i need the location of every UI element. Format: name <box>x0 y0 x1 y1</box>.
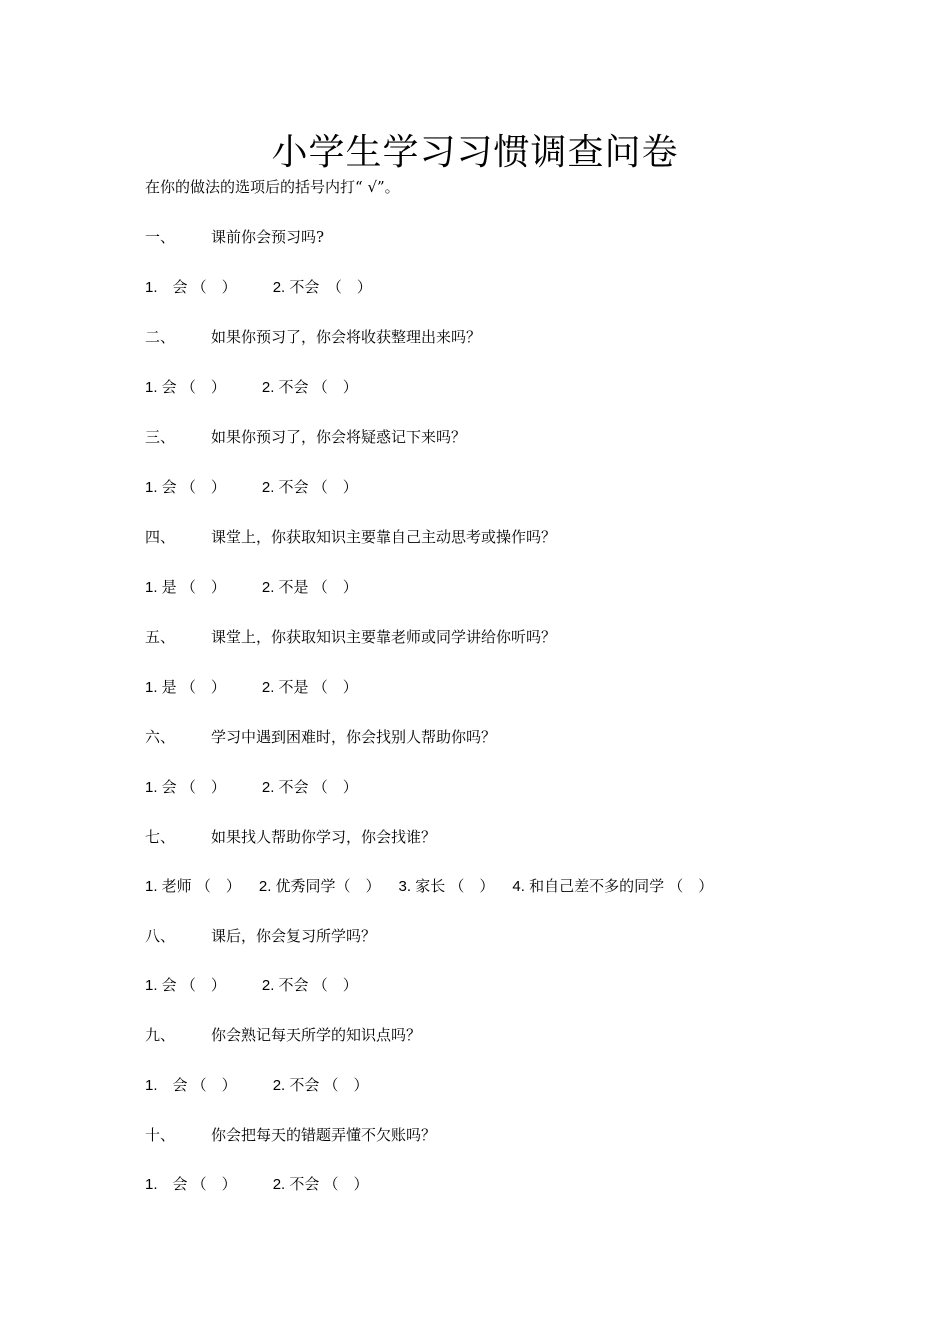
option-1[interactable]: 1. 会 （ ） <box>145 279 237 296</box>
option-1[interactable]: 1. 会 （ ） <box>145 379 226 396</box>
answer-options-10 <box>145 1173 369 1194</box>
question-text: 如果你预习了，你会将疑惑记下来吗？ <box>211 428 467 446</box>
option-2[interactable]: 2. 不会 （ ） <box>261 977 358 994</box>
question-number: 三、 <box>145 428 176 446</box>
option-1[interactable]: 1. 会 （ ） <box>145 977 226 994</box>
option-1[interactable]: 1. 会 （ ） <box>145 1176 237 1193</box>
option-2[interactable]: 2. 不是 （ ） <box>261 679 358 696</box>
question-number: 七、 <box>145 828 176 846</box>
question-10 <box>145 1124 436 1145</box>
question-8 <box>145 925 376 946</box>
option-2[interactable]: 2. 不会 （ ） <box>261 379 358 396</box>
answer-options-3 <box>145 476 358 497</box>
question-text: 课后，你会复习所学吗？ <box>211 927 377 945</box>
answer-options-9 <box>145 1074 369 1095</box>
answer-options-5 <box>145 676 358 697</box>
document-title: 小学生学习习惯调查问卷 <box>271 132 679 173</box>
question-number: 六、 <box>145 728 176 746</box>
option-1[interactable]: 1. 老师 （ ） <box>145 878 241 895</box>
option-1[interactable]: 1. 是 （ ） <box>145 579 226 596</box>
question-6 <box>145 726 496 747</box>
answer-options-4 <box>145 576 358 597</box>
question-text: 课前你会预习吗? <box>211 228 325 246</box>
question-text: 课堂上，你获取知识主要靠老师或同学讲给你听吗？ <box>211 628 557 646</box>
question-number: 十、 <box>145 1126 176 1144</box>
option-2[interactable]: 2. 不会 （ ） <box>261 779 358 796</box>
option-2[interactable]: 2. 不是 （ ） <box>261 579 358 596</box>
question-1 <box>145 226 324 247</box>
instruction-text: 在你的做法的选项后的括号内打“ √”。 <box>145 178 400 196</box>
option-1[interactable]: 1. 是 （ ） <box>145 679 226 696</box>
question-4 <box>145 526 556 547</box>
question-3 <box>145 426 466 447</box>
option-3[interactable]: 3. 家长 （ ） <box>398 878 495 895</box>
question-number: 四、 <box>145 528 176 546</box>
question-number: 五、 <box>145 628 176 646</box>
question-7 <box>145 826 436 847</box>
option-2[interactable]: 2. 优秀同学（ ） <box>258 878 381 895</box>
question-9 <box>145 1024 421 1045</box>
option-2[interactable]: 2. 不会 （ ） <box>272 1176 369 1193</box>
question-text: 你会把每天的错题弄懂不欠账吗？ <box>211 1126 437 1144</box>
question-number: 九、 <box>145 1026 176 1044</box>
option-4[interactable]: 4. 和自己差不多的同学 （ ） <box>512 878 714 895</box>
option-2[interactable]: 2. 不会 （ ） <box>272 1077 369 1094</box>
question-5 <box>145 626 556 647</box>
question-text: 学习中遇到困难时，你会找别人帮助你吗？ <box>211 728 497 746</box>
question-number: 二、 <box>145 328 176 346</box>
question-text: 课堂上，你获取知识主要靠自己主动思考或操作吗？ <box>211 528 557 546</box>
question-number: 八、 <box>145 927 176 945</box>
question-text: 如果你预习了，你会将收获整理出来吗？ <box>211 328 482 346</box>
answer-options-6 <box>145 776 358 797</box>
option-1[interactable]: 1. 会 （ ） <box>145 779 226 796</box>
option-1[interactable]: 1. 会 （ ） <box>145 1077 237 1094</box>
question-2 <box>145 326 481 347</box>
option-2[interactable]: 2. 不会 （ ） <box>272 279 372 296</box>
option-1[interactable]: 1. 会 （ ） <box>145 479 226 496</box>
answer-options-8 <box>145 974 358 995</box>
question-text: 如果找人帮助你学习，你会找谁？ <box>211 828 437 846</box>
question-text: 你会熟记每天所学的知识点吗？ <box>211 1026 422 1044</box>
question-number: 一、 <box>145 228 176 246</box>
option-2[interactable]: 2. 不会 （ ） <box>261 479 358 496</box>
answer-options-7 <box>145 875 713 896</box>
answer-options-1 <box>145 276 372 297</box>
answer-options-2 <box>145 376 358 397</box>
